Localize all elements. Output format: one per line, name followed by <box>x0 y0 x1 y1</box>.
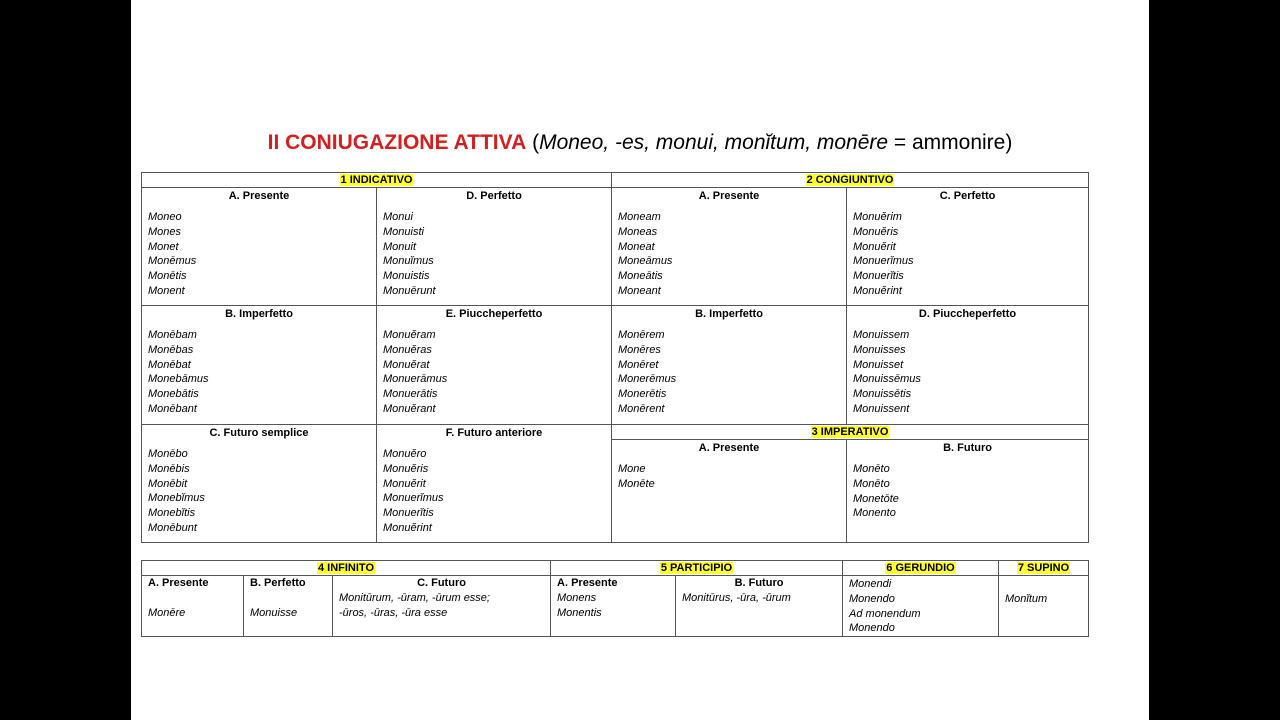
text-label: B. Imperfetto <box>695 308 763 320</box>
text-label: Monitūrus, -ūra, -ūrum <box>682 592 791 605</box>
verb-form: Monebĭmus <box>148 492 205 505</box>
verb-form: Monēbis <box>148 462 190 475</box>
verb-form: Monēbas <box>148 343 194 356</box>
verb-form: Monēbat <box>148 358 191 371</box>
text-label: B. Futuro <box>943 442 992 454</box>
section-infinito <box>142 561 551 576</box>
text-label: 6 GERUNDIO <box>886 562 955 574</box>
cell-ind-presente <box>142 188 377 306</box>
verb-form: Monerētis <box>618 388 667 401</box>
title-open: ( <box>526 131 540 154</box>
verb-form: Monuērunt <box>383 284 436 297</box>
form-list <box>612 322 846 417</box>
verb-form: Moneat <box>618 240 655 253</box>
verb-form: Monētis <box>148 270 187 283</box>
verb-form: Monēte <box>618 477 655 490</box>
verb-form: Monuĕris <box>383 462 429 475</box>
section-indicativo <box>142 173 612 188</box>
verb-form: Monuisset <box>853 358 904 371</box>
text-label: D. Perfetto <box>466 190 522 202</box>
text-label: B. Perfetto <box>250 577 306 590</box>
text-label: F. Futuro anteriore <box>445 427 543 439</box>
text-label: Monēre <box>148 607 186 620</box>
verb-form: Moneāmus <box>618 255 673 268</box>
text-label: -ūros, -ūras, -ūra esse <box>339 606 448 619</box>
text-label: Monuisse <box>250 607 298 620</box>
document-page <box>131 0 1149 720</box>
text-label: A. Presente <box>148 577 209 590</box>
cell-ind-piuccheperfetto <box>377 306 612 425</box>
text-label: B. Futuro <box>734 577 784 590</box>
verb-form: Monēres <box>618 343 661 356</box>
form-list <box>377 322 611 417</box>
verb-form: Moneātis <box>618 270 663 283</box>
form-list <box>612 204 846 299</box>
form-list <box>377 441 611 536</box>
text-label: C. Futuro semplice <box>209 427 309 439</box>
verb-form: Monēbant <box>148 402 197 415</box>
verb-form: Monuerĭtis <box>853 270 904 283</box>
verb-form: Monui <box>383 211 413 223</box>
cell-imp-presente <box>612 440 847 543</box>
verb-form: Monuerĭtis <box>383 507 434 520</box>
title-conjugation: II CONIUGAZIONE ATTIVA <box>267 131 527 154</box>
verb-form: Monērent <box>618 402 665 415</box>
text-label: 5 PARTICIPIO <box>660 562 733 574</box>
form-list <box>377 204 611 299</box>
text-label: C. Perfetto <box>939 190 996 202</box>
cell-inf-perfetto <box>244 576 333 637</box>
text-label: A. Presente <box>228 190 290 202</box>
cell-ind-futuro-semplice <box>142 425 377 543</box>
verb-form: Moneas <box>618 225 658 238</box>
verb-form: Monuissent <box>853 402 910 415</box>
verb-form: Monuĕrit <box>853 240 896 253</box>
cell-ind-imperfetto <box>142 306 377 425</box>
text-label: 1 INDICATIVO <box>340 174 413 186</box>
verb-form: Monērem <box>618 329 665 341</box>
verb-form: Monebĭtis <box>148 507 196 520</box>
verb-form: Monentis <box>557 606 602 619</box>
verb-form: Monuissēmus <box>853 373 921 386</box>
cell-cong-piuccheperfetto <box>847 306 1089 425</box>
verb-form: Monuisses <box>853 343 906 356</box>
text-label: 7 SUPINO <box>1017 562 1070 574</box>
conjugation-table <box>141 172 1089 543</box>
cell-ind-futuro-anteriore <box>377 425 612 543</box>
verb-form: Monendo <box>849 622 895 635</box>
verb-form: Monuistis <box>383 270 430 283</box>
cell-imp-futuro <box>847 440 1089 543</box>
title-verb: Moneo, -es, monui, monĭtum, monēre <box>539 131 889 154</box>
supino-form: Monĭtum <box>999 575 1088 607</box>
text-label: 2 CONGIUNTIVO <box>806 174 894 186</box>
cell-cong-presente <box>612 188 847 306</box>
verb-form: Monēto <box>853 463 890 475</box>
verb-form: Ad monendum <box>849 607 921 620</box>
cell-part-futuro <box>676 576 843 637</box>
verb-form: Monuĕro <box>383 448 427 460</box>
cell-part-presente <box>551 576 676 637</box>
form-list <box>142 441 376 536</box>
verb-form: Monens <box>557 592 597 605</box>
form-list <box>847 322 1088 417</box>
text-label: A. Presente <box>698 190 760 202</box>
section-congiuntivo <box>612 173 1089 188</box>
text-label: 3 IMPERATIVO <box>811 426 889 438</box>
verb-form: Monuerĭmus <box>853 255 914 268</box>
verb-form: Monendo <box>849 592 895 605</box>
verb-form: Monuerĭmus <box>383 492 444 505</box>
text-label: E. Piuccheperfetto <box>445 308 543 320</box>
verb-form: Monēmus <box>148 255 197 268</box>
verb-form: Monuĕram <box>383 329 436 341</box>
verb-form: Monēbam <box>148 329 197 341</box>
text-label: B. Imperfetto <box>225 308 293 320</box>
cell-ind-perfetto <box>377 188 612 306</box>
text-label: 4 INFINITO <box>317 562 375 574</box>
nominal-forms-table <box>141 560 1089 637</box>
form-list <box>551 591 675 621</box>
text-label: D. Piuccheperfetto <box>918 308 1017 320</box>
verb-form: Monuisti <box>383 225 424 238</box>
verb-form: Monēbunt <box>148 521 197 534</box>
verb-form: Monuĕrant <box>383 402 436 415</box>
form-list <box>612 456 846 492</box>
verb-form: Monet <box>148 240 179 253</box>
verb-form: Monuĭmus <box>383 255 434 268</box>
text-label: C. Futuro <box>417 577 466 590</box>
verb-form: Monēto <box>853 477 890 490</box>
verb-form: Monuit <box>383 240 417 253</box>
verb-form: Monuĕrim <box>853 211 902 223</box>
verb-form: Monuissem <box>853 329 910 341</box>
section-participio <box>551 561 843 576</box>
form-list <box>142 204 376 299</box>
form-list <box>847 204 1088 299</box>
verb-form: Mone <box>618 463 646 475</box>
verb-form: Moneo <box>148 211 182 223</box>
page-title <box>131 131 1149 155</box>
cell-cong-imperfetto <box>612 306 847 425</box>
verb-form: Monēbo <box>148 448 188 460</box>
verb-form: Monento <box>853 507 896 520</box>
verb-form: Mones <box>148 225 182 238</box>
cell-cong-perfetto <box>847 188 1089 306</box>
section-imperativo <box>612 425 1089 440</box>
text-label: A. Presente <box>557 577 618 590</box>
form-list <box>847 456 1088 521</box>
verb-form: Monendi <box>849 578 892 590</box>
verb-form: Monuĕrat <box>383 358 430 371</box>
verb-form: Monerēmus <box>618 373 677 386</box>
text-label: A. Presente <box>698 442 760 454</box>
cell-inf-presente <box>142 576 244 637</box>
verb-form: Monebāmus <box>148 373 209 386</box>
text-label: Monitūrum, -ūram, -ūrum esse; <box>339 592 490 605</box>
verb-form: Monuĕrint <box>853 284 902 297</box>
verb-form: Monetōte <box>853 492 899 505</box>
verb-form: Monuĕrint <box>383 521 432 534</box>
verb-form: Monēret <box>618 358 659 371</box>
verb-form: Monuerātis <box>383 388 438 401</box>
cell-inf-futuro <box>333 576 551 637</box>
verb-form: Monebātis <box>148 388 199 401</box>
verb-form: Monent <box>148 284 185 297</box>
verb-form: Monuissētis <box>853 388 912 401</box>
cell-supino <box>999 561 1089 637</box>
form-list <box>142 322 376 417</box>
verb-form: Monēbit <box>148 477 188 490</box>
cell-gerundio <box>843 561 999 637</box>
verb-form: Monuĕrit <box>383 477 426 490</box>
verb-form: Moneant <box>618 284 661 297</box>
verb-form: Monuerāmus <box>383 373 448 386</box>
form-list <box>843 575 998 636</box>
verb-form: Monuĕras <box>383 343 432 356</box>
verb-form: Monuĕris <box>853 225 899 238</box>
verb-form: Moneam <box>618 211 661 223</box>
title-meaning: = ammonire) <box>888 131 1013 154</box>
